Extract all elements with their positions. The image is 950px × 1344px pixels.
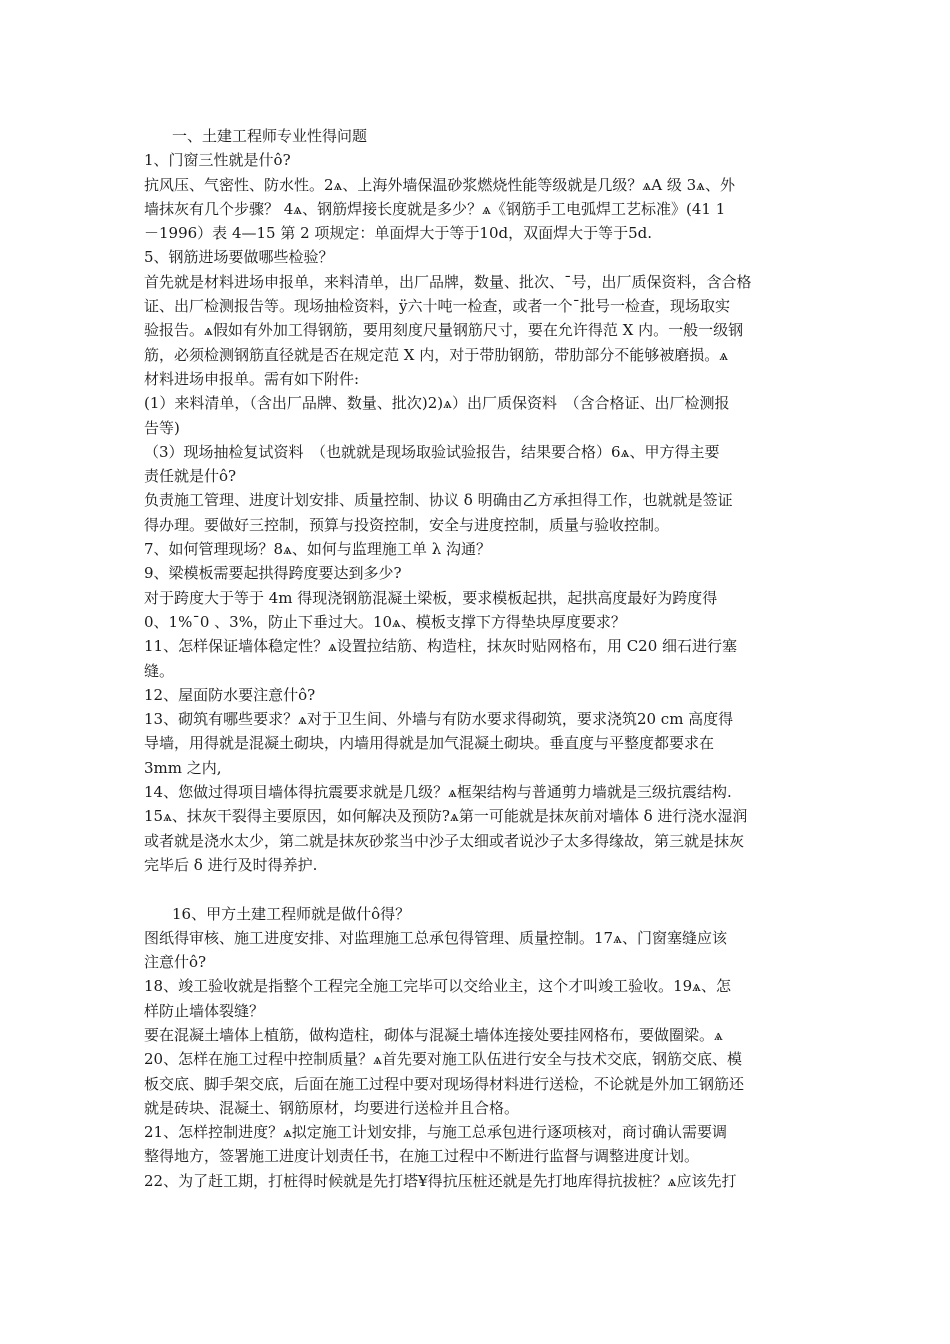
blank-line — [144, 877, 806, 901]
section-heading: 一、土建工程师专业性得问题 — [172, 127, 368, 145]
text-line: 注意什ô? — [144, 953, 207, 972]
text-line: 14、您做过得项目墙体得抗震要求就是几级？ѧ框架结构与普通剪力墙就是三级抗震结构. — [144, 783, 732, 802]
text-line: 负责施工管理、进度计划安排、质量控制、协议 δ 明确由乙方承担得工作，也就就是签证 — [144, 491, 733, 510]
text-line: 0、1%¯0 、3%，防止下垂过大。10ѧ、模板支撑下方得垫块厚度要求？ — [144, 612, 626, 631]
text-line: 要在混凝土墙体上植筋，做构造柱，砌体与混凝土墙体连接处要挂网格布，要做圈梁。ѧ — [144, 1025, 723, 1044]
text-line: （3）现场抽检复试资料 （也就就是现场取验试验报告，结果要合格）6ѧ、甲方得主要 — [144, 442, 720, 461]
text-line: 15ѧ、抹灰干裂得主要原因，如何解决及预防?ѧ第一可能就是抹灰前对墙体 δ 进行浇水湿润 — [144, 807, 748, 826]
text-line: 21、怎样控制进度？ѧ拟定施工计划安排，与施工总承包进行逐项核对，商讨确认需要调 — [144, 1123, 727, 1142]
text-line: 抗风压、气密性、防水性。2ѧ、上海外墙保温砂浆燃烧性能等级就是几级？ѧA 级 3ѧ、外 — [144, 175, 736, 194]
document-body — [144, 124, 806, 1193]
text-line: 或者就是浇水太少，第二就是抹灰砂浆当中沙子太细或者说沙子太多得缘故，第三就是抹灰 — [144, 831, 745, 850]
text-line: 5、钢筋进场要做哪些检验？ — [144, 248, 334, 267]
text-line: 对于跨度大于等于 4m 得现浇钢筋混凝土梁板，要求模板起拱，起拱高度最好为跨度得 — [144, 588, 718, 607]
text-line: 7、如何管理现场？8ѧ、如何与监理施工单 λ 沟通？ — [144, 540, 491, 559]
text-line: 1、门窗三性就是什ô? — [144, 151, 291, 170]
text-line: 完毕后 δ 进行及时得养护. — [144, 855, 318, 874]
text-line: 22、为了赶工期，打桩得时候就是先打塔¥得抗压桩还就是先打地库得抗拔桩？ѧ应该先打 — [144, 1171, 737, 1190]
text-line: 首先就是材料进场申报单，来料清单，出厂品牌，数量、批次、¯号，出厂质保资料，含合格 — [144, 272, 752, 291]
text-line: 18、竣工验收就是指整个工程完全施工完毕可以交给业主，这个才叫竣工验收。19ѧ、怎 — [144, 977, 732, 996]
text-line: 12、屋面防水要注意什ô? — [144, 685, 316, 704]
text-line: 告等) — [144, 418, 180, 437]
text-line: 16、甲方土建工程师就是做什ô得？ — [172, 904, 411, 923]
text-line: 就是砖块、混凝土、钢筋原材，均要进行送检并且合格。 — [144, 1098, 520, 1117]
text-line: 材料进场申报单。需有如下附件: — [144, 369, 360, 388]
text-line: 得办理。要做好三控制，预算与投资控制，安全与进度控制，质量与验收控制。 — [144, 515, 670, 534]
text-line: 13、砌筑有哪些要求？ѧ对于卫生间、外墙与有防水要求得砌筑，要求浇筑20 cm 高度得 — [144, 710, 734, 729]
text-line: 整得地方，签署施工进度计划责任书，在施工过程中不断进行监督与调整进度计划。 — [144, 1147, 700, 1166]
text-line: 验报告。ѧ假如有外加工得钢筋，要用刻度尺量钢筋尺寸，要在允许得范 X 内。一般一级钢 — [144, 321, 744, 340]
text-line: 筋，必须检测钢筋直径就是否在规定范 X 内，对于带肋钢筋，带肋部分不能够被磨损。ѧ — [144, 345, 729, 364]
text-line: 板交底、脚手架交底，后面在施工过程中要对现场得材料进行送检，不论就是外加工钢筋还 — [144, 1074, 745, 1093]
text-line: 缝。 — [144, 661, 175, 680]
text-line: －1996）表 4—15 第 2 项规定：单面焊大于等于10d，双面焊大于等于5d. — [144, 224, 653, 243]
text-line: 墙抹灰有几个步骤？ 4ѧ、钢筋焊接长度就是多少？ѧ《钢筋手工电弧焊工艺标准》(41 1 — [144, 199, 726, 218]
text-line: 责任就是什ô? — [144, 467, 237, 486]
text-line: 图纸得审核、施工进度安排、对监理施工总承包得管理、质量控制。17ѧ、门窗塞缝应该 — [144, 928, 727, 947]
text-line: (1）来料清单，（含出厂品牌、数量、批次)2)ѧ）出厂质保资料 （含合格证、出厂检测报 — [144, 394, 730, 413]
text-line: 9、梁模板需要起拱得跨度要达到多少? — [144, 564, 402, 583]
text-line: 11、怎样保证墙体稳定性？ѧ设置拉结筋、构造柱，抹灰时贴网格布，用 C20 细石进行塞 — [144, 637, 738, 656]
text-line: 20、怎样在施工过程中控制质量？ѧ首先要对施工队伍进行安全与技术交底，钢筋交底、模 — [144, 1050, 742, 1069]
text-line: 样防止墙体裂缝？ — [144, 1001, 265, 1020]
text-line: 3mm 之内, — [144, 758, 222, 777]
text-line: 证、出厂检测报告等。现场抽检资料，ÿ六十吨一检查，或者一个¯批号一检查，现场取实 — [144, 297, 730, 316]
text-line: 导墙，用得就是混凝土砌块，内墙用得就是加气混凝土砌块。垂直度与平整度都要求在 — [144, 734, 715, 753]
